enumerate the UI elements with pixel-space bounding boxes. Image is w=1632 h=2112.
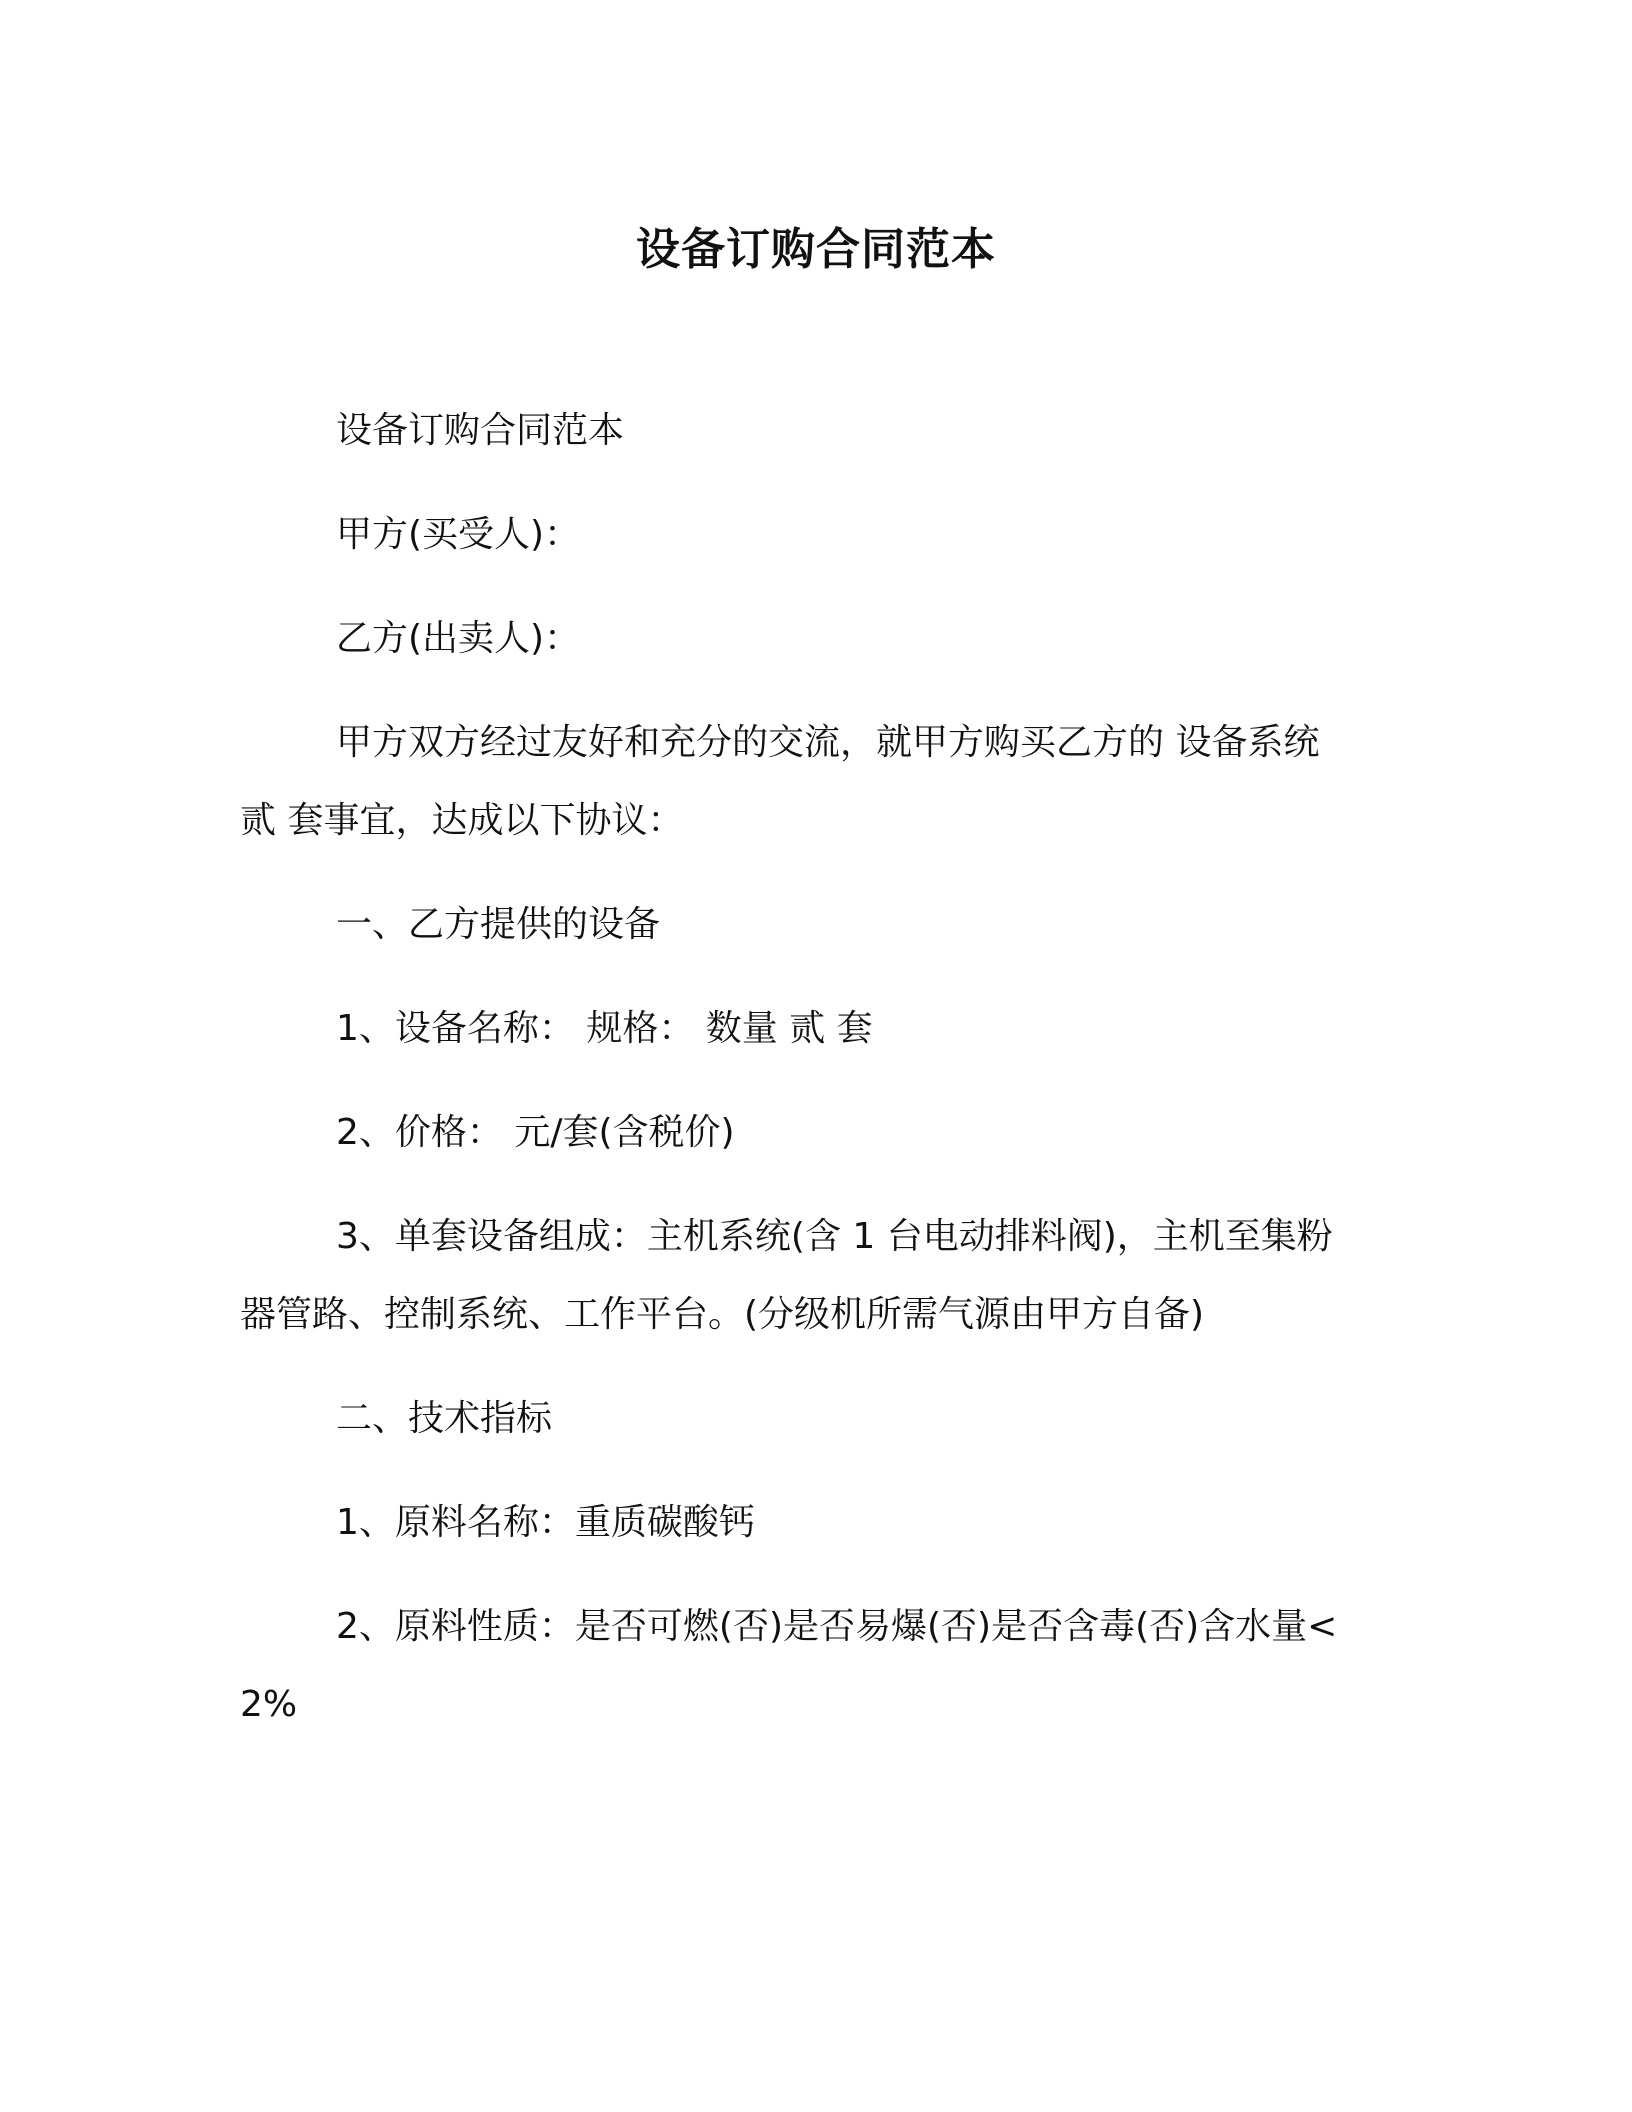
document-body [240, 392, 1360, 1770]
paragraph-party-b: 乙方(出卖人)： [336, 618, 581, 659]
paragraph-subtitle: 设备订购合同范本 [336, 410, 625, 451]
paragraph-equipment-name: 1、设备名称： 规格： 数量 贰 套 [336, 1008, 873, 1049]
paragraph-material-properties: 2、原料性质：是否可燃(否)是否易爆(否)是否含毒(否)含水量<2% [240, 1606, 1338, 1725]
document-title: 设备订购合同范本 [636, 224, 996, 275]
paragraph-price: 2、价格： 元/套(含税价) [336, 1112, 735, 1153]
paragraph-equipment-composition: 3、单套设备组成：主机系统(含 1 台电动排料阀)，主机至集粉器管路、控制系统、工作平台。(分级机所需气源由甲方自备) [240, 1216, 1333, 1335]
paragraph-agreement-intro: 甲方双方经过友好和充分的交流，就甲方购买乙方的 设备系统 贰 套事宜，达成以下协议： [240, 722, 1320, 841]
paragraph-party-a: 甲方(买受人)： [336, 514, 581, 555]
section-heading-equipment: 一、乙方提供的设备 [336, 904, 661, 945]
section-heading-technical: 二、技术指标 [336, 1398, 553, 1439]
paragraph-material-name: 1、原料名称：重质碳酸钙 [336, 1502, 755, 1543]
